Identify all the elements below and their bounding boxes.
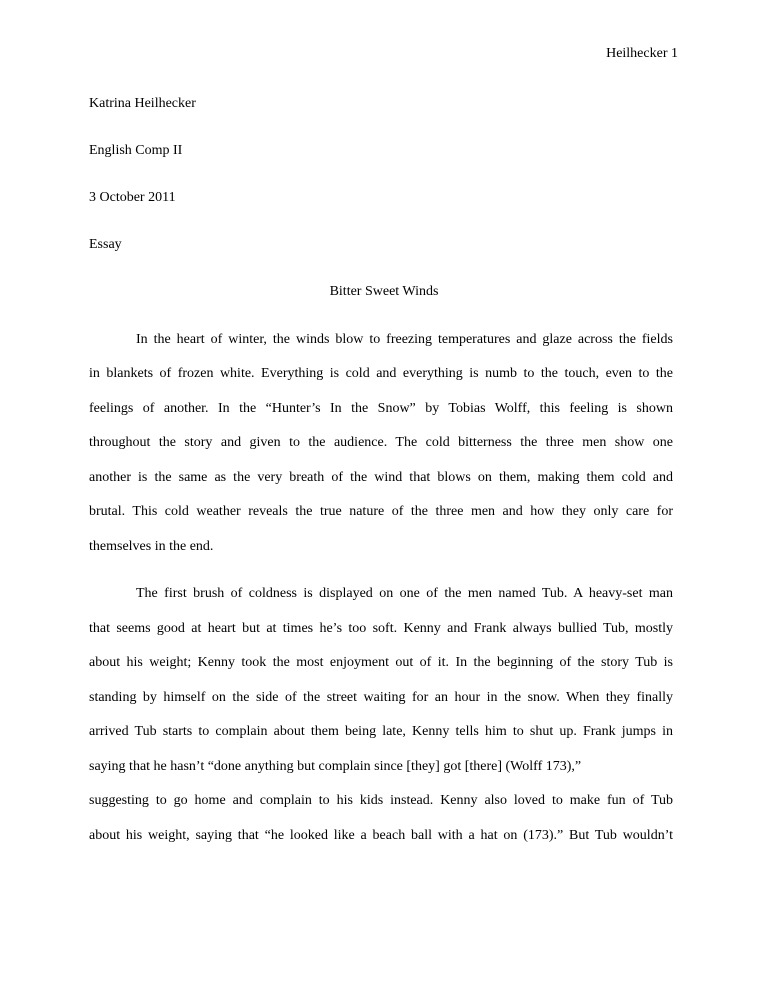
paragraph-1-line-2: in blankets of frozen white. Everything is cold and everything is numb to the touch, even to the [89, 366, 673, 381]
paragraph-2-line-1: The first brush of coldness is displayed on one of the men named Tub. A heavy-set man [136, 586, 673, 601]
paragraph-2-line-3: about his weight; Kenny took the most enjoyment out of it. In the beginning of the story Tub is [89, 655, 673, 670]
paragraph-1-line-6: brutal. This cold weather reveals the true nature of the three men and how they only care for [89, 504, 673, 519]
paragraph-1-line-3: feelings of another. In the “Hunter’s In the Snow” by Tobias Wolff, this feeling is shown [89, 401, 673, 416]
assignment-type: Essay [89, 237, 122, 252]
paragraph-1-line-7: themselves in the end. [89, 539, 214, 554]
paragraph-1-line-1: In the heart of winter, the winds blow to freezing temperatures and glaze across the fields [136, 332, 673, 347]
running-head: Heilhecker 1 [606, 46, 678, 61]
date-line: 3 October 2011 [89, 190, 176, 205]
paragraph-2-line-8: about his weight, saying that “he looked like a beach ball with a hat on (173).” But Tub wouldn’t [89, 828, 673, 843]
paragraph-1-line-4: throughout the story and given to the audience. The cold bitterness the three men show one [89, 435, 673, 450]
paragraph-2-line-2: that seems good at heart but at times he’s too soft. Kenny and Frank always bullied Tub, mostly [89, 621, 673, 636]
paragraph-2-line-6: saying that he hasn’t “done anything but complain since [they] got [there] (Wolff 173),” [89, 759, 582, 774]
author-name: Katrina Heilhecker [89, 96, 196, 111]
paragraph-2-line-7: suggesting to go home and complain to his kids instead. Kenny also loved to make fun of Tub [89, 793, 673, 808]
paragraph-2-line-5: arrived Tub starts to complain about them being late, Kenny tells him to shut up. Frank jumps in [89, 724, 673, 739]
paragraph-1-line-5: another is the same as the very breath of the wind that blows on them, making them cold and [89, 470, 673, 485]
paragraph-2-line-4: standing by himself on the side of the street waiting for an hour in the snow. When they finally [89, 690, 673, 705]
essay-title: Bitter Sweet Winds [329, 284, 439, 299]
course-name: English Comp II [89, 143, 183, 158]
